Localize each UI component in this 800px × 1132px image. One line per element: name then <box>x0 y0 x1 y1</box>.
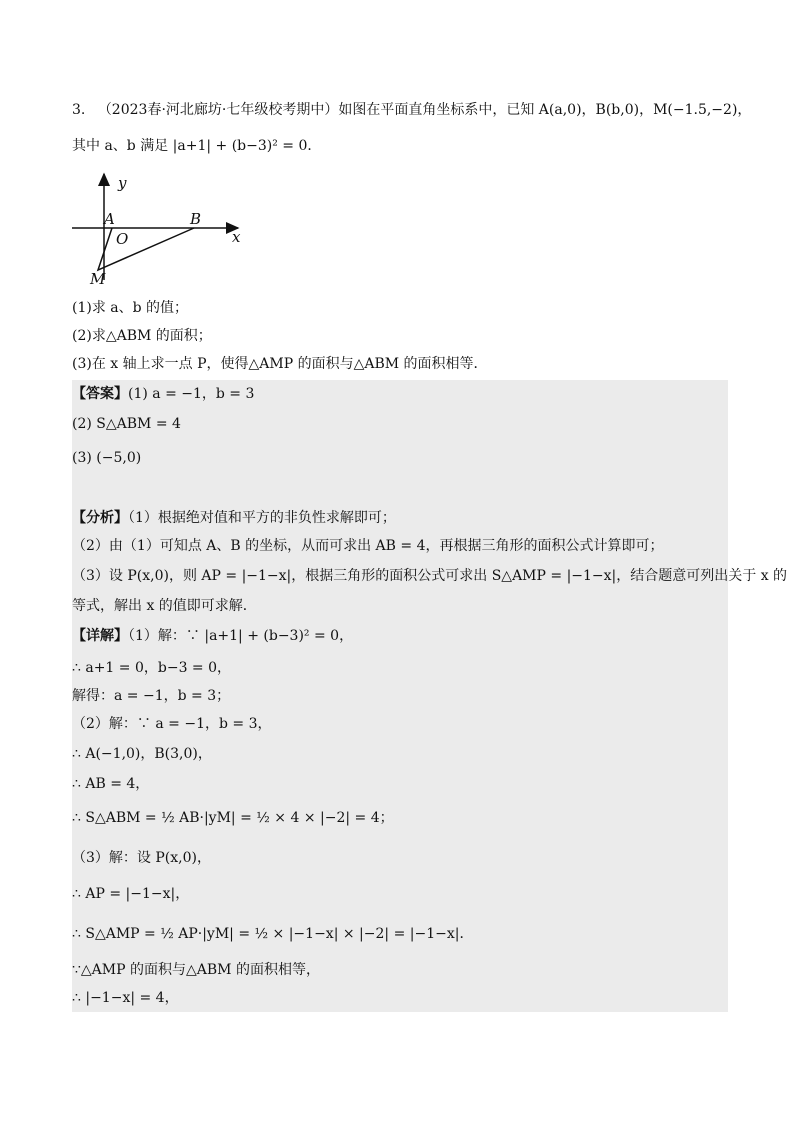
problem-stem-2: 其中 a、b 满足 |a+1| + (b−3)² = 0． <box>72 138 322 154</box>
detail-7: ∴ S△ABM = ½ AB·|yM| = ½ × 4 × |−2| = 4； <box>72 810 394 826</box>
detail-3: 解得：a = −1，b = 3； <box>72 688 231 704</box>
analysis-3: （3）设 P(x,0)，则 AP = |−1−x|，根据三角形的面积公式可求出 S△AMP = |−1−x|，结合题意可列出关于 x 的 <box>72 568 788 584</box>
problem-line-1 <box>72 100 751 120</box>
question-2: (2)求△ABM 的面积； <box>72 328 212 344</box>
detail-tag: 【详解】 <box>72 628 128 644</box>
detail-9: ∴ AP = |−1−x|， <box>72 886 190 902</box>
question-1: (1)求 a、b 的值； <box>72 300 189 316</box>
detail-2: ∴ a+1 = 0，b−3 = 0， <box>72 660 232 676</box>
detail-8: （3）解：设 P(x,0)， <box>72 850 211 866</box>
analysis-4: 等式，解出 x 的值即可求解． <box>72 598 257 614</box>
detail-12: ∴ |−1−x| = 4， <box>72 990 179 1006</box>
label-o: O <box>116 230 129 248</box>
label-a: A <box>104 210 115 228</box>
detail-6: ∴ AB = 4， <box>72 776 150 792</box>
detail-11: ∵△AMP 的面积与△ABM 的面积相等， <box>72 962 320 978</box>
detail-5: ∴ A(−1,0)，B(3,0)， <box>72 746 212 762</box>
analysis-line-1 <box>72 508 396 528</box>
coordinate-figure <box>68 168 258 288</box>
triangle-abm <box>98 228 194 270</box>
detail-10: ∴ S△AMP = ½ AP·|yM| = ½ × |−1−x| × |−2| = |−1−x|． <box>72 926 474 942</box>
answer-3: (3) (−5,0) <box>72 450 142 466</box>
label-x: x <box>232 228 241 246</box>
answer-tag: 【答案】 <box>72 386 128 402</box>
answer-1: (1) a = −1，b = 3 <box>128 386 255 402</box>
analysis-tag: 【分析】 <box>72 510 128 526</box>
label-y: y <box>118 174 127 192</box>
question-3: (3)在 x 轴上求一点 P，使得△AMP 的面积与△ABM 的面积相等． <box>72 356 488 372</box>
detail-4: （2）解：∵ a = −1，b = 3， <box>72 716 272 732</box>
detail-1: （1）解：∵ |a+1| + (b−3)² = 0， <box>128 628 354 644</box>
label-m: M <box>90 270 106 288</box>
problem-number: 3. <box>72 102 86 118</box>
analysis-1: （1）根据绝对值和平方的非负性求解即可； <box>128 510 396 526</box>
label-b: B <box>190 210 202 228</box>
detail-line-1 <box>72 626 353 646</box>
problem-source: （2023春·河北廊坊·七年级校考期中） <box>97 102 339 118</box>
analysis-2: （2）由（1）可知点 A、B 的坐标，从而可求出 AB = 4，再根据三角形的面积公式计算即可； <box>72 538 664 554</box>
answer-line-1 <box>72 384 254 404</box>
problem-stem-1: 如图在平面直角坐标系中，已知 A(a,0)，B(b,0)，M(−1.5,−2)， <box>338 102 752 118</box>
answer-2: (2) S△ABM = 4 <box>72 416 181 432</box>
